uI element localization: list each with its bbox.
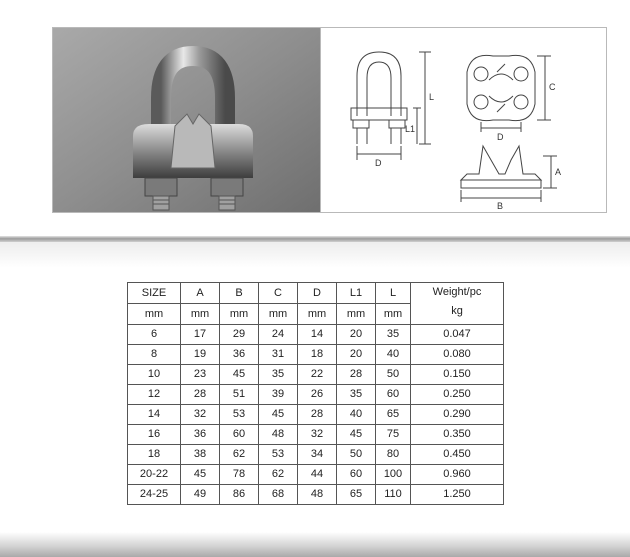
unit-l1: mm <box>337 304 376 325</box>
header-weight-label: Weight/pc <box>432 286 482 298</box>
unit-b: mm <box>220 304 259 325</box>
cell-d: 34 <box>298 445 337 465</box>
cell-size: 12 <box>128 385 181 405</box>
cell-size: 16 <box>128 425 181 445</box>
table-row <box>128 445 504 465</box>
cell-d: 48 <box>298 485 337 505</box>
cell-l1: 50 <box>337 445 376 465</box>
cell-a: 36 <box>181 425 220 445</box>
cell-l1: 45 <box>337 425 376 445</box>
table-row <box>128 325 504 345</box>
header-b: B <box>220 283 259 304</box>
cell-size: 24-25 <box>128 485 181 505</box>
cell-l1: 40 <box>337 405 376 425</box>
cell-size: 20-22 <box>128 465 181 485</box>
cell-c: 45 <box>259 405 298 425</box>
cell-d: 26 <box>298 385 337 405</box>
cell-b: 36 <box>220 345 259 365</box>
cell-a: 49 <box>181 485 220 505</box>
dimension-drawing <box>321 28 606 212</box>
cell-size: 10 <box>128 365 181 385</box>
cell-c: 53 <box>259 445 298 465</box>
cell-b: 60 <box>220 425 259 445</box>
cell-l: 75 <box>376 425 411 445</box>
header-l1: L1 <box>337 283 376 304</box>
header-d: D <box>298 283 337 304</box>
cell-c: 31 <box>259 345 298 365</box>
cell-l: 50 <box>376 365 411 385</box>
unit-l: mm <box>376 304 411 325</box>
cell-b: 86 <box>220 485 259 505</box>
label-l1: L1 <box>405 124 416 134</box>
cell-l: 80 <box>376 445 411 465</box>
specification-table <box>127 282 504 505</box>
header-weight-unit: kg <box>451 305 463 317</box>
divider-shadow <box>0 242 630 268</box>
header-c: C <box>259 283 298 304</box>
unit-c: mm <box>259 304 298 325</box>
cell-l1: 28 <box>337 365 376 385</box>
table-row <box>128 385 504 405</box>
table-header-row <box>128 283 504 304</box>
cell-d: 32 <box>298 425 337 445</box>
product-photo <box>53 28 321 212</box>
label-b: B <box>497 201 504 211</box>
unit-d: mm <box>298 304 337 325</box>
unit-size: mm <box>128 304 181 325</box>
cell-d: 22 <box>298 365 337 385</box>
cell-b: 53 <box>220 405 259 425</box>
cell-l: 100 <box>376 465 411 485</box>
technical-drawing <box>321 28 606 212</box>
cell-weight: 1.250 <box>411 485 504 505</box>
cell-l1: 20 <box>337 325 376 345</box>
table-row <box>128 465 504 485</box>
cell-weight: 0.047 <box>411 325 504 345</box>
cell-l1: 65 <box>337 485 376 505</box>
cell-weight: 0.350 <box>411 425 504 445</box>
label-d-top: D <box>497 132 504 142</box>
cell-a: 45 <box>181 465 220 485</box>
cell-d: 28 <box>298 405 337 425</box>
product-image-panel <box>52 27 607 213</box>
cell-weight: 0.150 <box>411 365 504 385</box>
cell-weight: 0.080 <box>411 345 504 365</box>
cell-b: 78 <box>220 465 259 485</box>
cell-b: 62 <box>220 445 259 465</box>
header-weight <box>411 283 504 325</box>
table-row <box>128 345 504 365</box>
cell-a: 32 <box>181 405 220 425</box>
table-row <box>128 405 504 425</box>
label-c: C <box>549 82 556 92</box>
cell-l: 40 <box>376 345 411 365</box>
label-a: A <box>555 167 562 177</box>
bottom-divider <box>0 532 630 557</box>
cell-c: 35 <box>259 365 298 385</box>
cell-weight: 0.250 <box>411 385 504 405</box>
table-row <box>128 485 504 505</box>
cell-c: 62 <box>259 465 298 485</box>
cell-a: 17 <box>181 325 220 345</box>
cell-l: 35 <box>376 325 411 345</box>
cell-l: 110 <box>376 485 411 505</box>
cell-weight: 0.960 <box>411 465 504 485</box>
cell-c: 48 <box>259 425 298 445</box>
cell-l1: 60 <box>337 465 376 485</box>
cell-a: 28 <box>181 385 220 405</box>
unit-a: mm <box>181 304 220 325</box>
cell-size: 8 <box>128 345 181 365</box>
cell-size: 6 <box>128 325 181 345</box>
cell-a: 23 <box>181 365 220 385</box>
table-row <box>128 365 504 385</box>
cell-weight: 0.290 <box>411 405 504 425</box>
cell-l1: 35 <box>337 385 376 405</box>
cell-l1: 20 <box>337 345 376 365</box>
cell-d: 14 <box>298 325 337 345</box>
header-size: SIZE <box>128 283 181 304</box>
label-l: L <box>429 92 435 102</box>
cell-l: 60 <box>376 385 411 405</box>
wire-rope-clip-photo <box>53 28 320 212</box>
cell-c: 24 <box>259 325 298 345</box>
cell-b: 45 <box>220 365 259 385</box>
cell-a: 38 <box>181 445 220 465</box>
cell-c: 39 <box>259 385 298 405</box>
header-a: A <box>181 283 220 304</box>
cell-size: 18 <box>128 445 181 465</box>
cell-b: 29 <box>220 325 259 345</box>
cell-a: 19 <box>181 345 220 365</box>
table-body <box>128 325 504 505</box>
cell-d: 18 <box>298 345 337 365</box>
cell-d: 44 <box>298 465 337 485</box>
cell-weight: 0.450 <box>411 445 504 465</box>
label-d-side: D <box>375 158 382 168</box>
cell-size: 14 <box>128 405 181 425</box>
cell-l: 65 <box>376 405 411 425</box>
header-l: L <box>376 283 411 304</box>
cell-b: 51 <box>220 385 259 405</box>
cell-c: 68 <box>259 485 298 505</box>
table-row <box>128 425 504 445</box>
